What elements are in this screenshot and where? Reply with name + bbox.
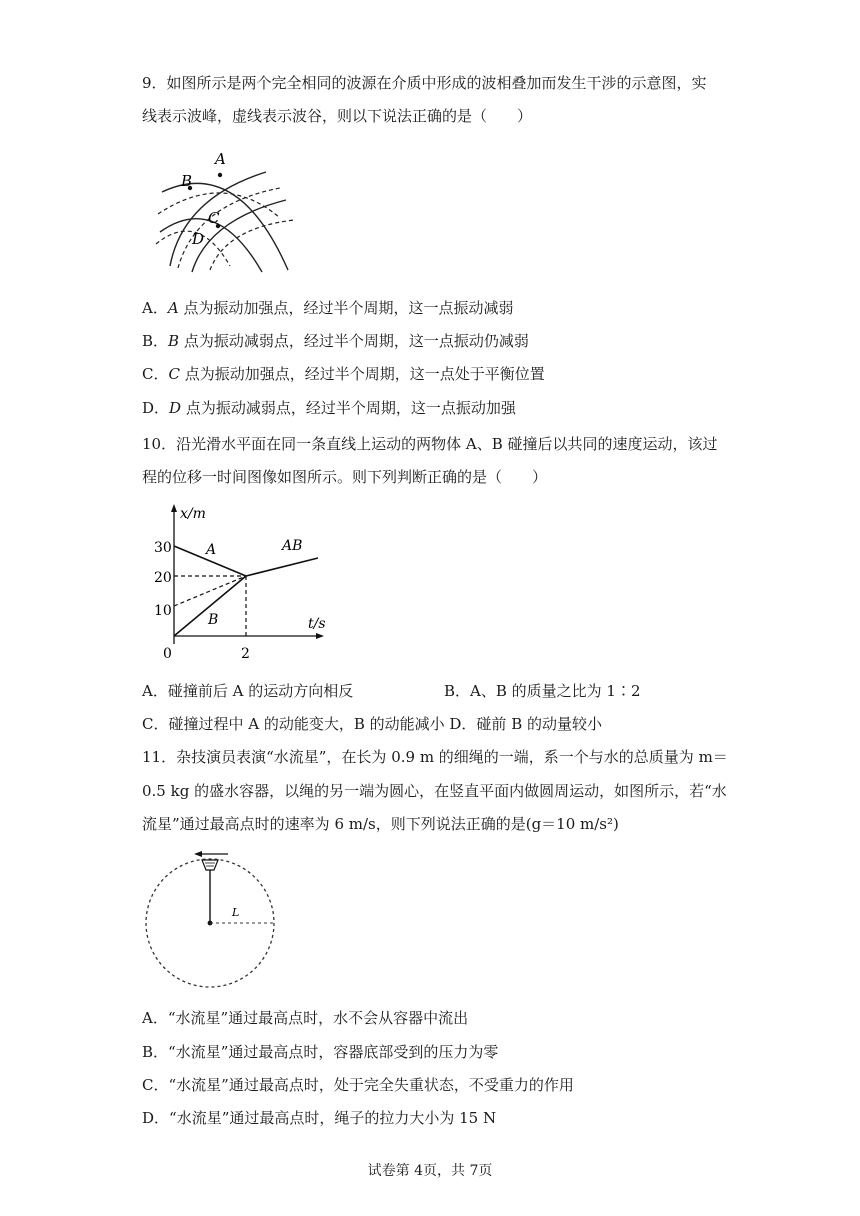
q11-option-d: D．“水流星”通过最高点时，绳子的拉力大小为 15 N <box>142 1109 497 1127</box>
q9-label-c: C <box>208 209 220 227</box>
q10-y-tick-10: 10 <box>154 603 172 619</box>
q9-option-a-prefix: A． <box>142 299 168 317</box>
q10-label-ab: AB <box>282 538 303 554</box>
q10-label-b: B <box>208 612 219 628</box>
q9-label-b: B <box>181 172 193 190</box>
q10-series-ab-line <box>246 558 318 576</box>
q11-stem-line2: 0.5 kg 的盛水容器，以绳的另一端为圆心，在竖直平面内做圆周运动，如图所示，若“水 <box>142 782 727 800</box>
q9-option-c <box>142 363 545 385</box>
q10-x-tick-2: 2 <box>241 646 250 662</box>
q11-velocity-arrow-head <box>194 851 202 857</box>
page-footer: 试卷第 4页，共 7页 <box>367 1163 493 1179</box>
q9-option-b-text: 点为振动减弱点，经过半个周期，这一点振动仍减弱 <box>179 332 529 350</box>
q9-stem-line1: 9．如图所示是两个完全相同的波源在介质中形成的波相叠加而发生干涉的示意图，实 <box>142 74 707 92</box>
q11-option-c: C．“水流星”通过最高点时，处于完全失重状态，不受重力的作用 <box>142 1076 574 1094</box>
q10-x-axis-label: t/s <box>308 616 326 632</box>
q9-option-a <box>142 297 513 319</box>
q10-y-axis-label: x/m <box>180 506 206 522</box>
q11-label-l: L <box>232 906 240 919</box>
q11-stem-line3: 流星”通过最高点时的速率为 6 m/s，则下列说法正确的是(g＝10 m/s²) <box>142 815 619 833</box>
q9-interference-figure <box>148 148 298 274</box>
q11-stem-line1: 11．杂技演员表演“水流星”，在长为 0.9 m 的细绳的一端，系一个与水的总质量为 m＝ <box>142 748 728 766</box>
q9-option-b-prefix: B． <box>142 332 169 350</box>
q9-option-b-var: B <box>168 332 180 350</box>
q10-xt-graph <box>150 500 330 665</box>
q9-option-c-prefix: C． <box>142 365 169 383</box>
q9-option-a-text: 点为振动加强点，经过半个周期，这一点振动减弱 <box>178 299 514 317</box>
q11-water-meteor-figure <box>140 846 290 994</box>
q9-option-c-text: 点为振动加强点，经过半个周期，这一点处于平衡位置 <box>179 365 545 383</box>
q10-dashed-guide-1 <box>174 576 246 606</box>
q10-y-axis-arrow <box>171 504 177 512</box>
q9-option-d <box>142 397 516 419</box>
q10-origin-label: 0 <box>163 646 172 662</box>
q11-water-container <box>202 860 218 870</box>
q9-option-a-var: A <box>167 299 179 317</box>
q11-option-b: B．“水流星”通过最高点时，容器底部受到的压力为零 <box>142 1043 499 1061</box>
q10-option-c-d: C．碰撞过程中 A 的动能变大，B 的动能减小 D．碰前 B 的动量较小 <box>142 715 602 733</box>
q9-label-a: A <box>215 150 226 168</box>
q10-stem-line2: 程的位移一时间图像如图所示。则下列判断正确的是（ ） <box>142 468 548 486</box>
q9-option-d-prefix: D． <box>142 399 170 417</box>
q9-point-a <box>218 173 222 177</box>
q9-label-d: D <box>192 230 205 248</box>
q10-y-tick-20: 20 <box>154 570 172 586</box>
q11-option-a: A．“水流星”通过最高点时，水不会从容器中流出 <box>142 1009 469 1027</box>
q9-option-b <box>142 330 529 352</box>
q9-option-c-var: C <box>168 365 180 383</box>
q9-stem-line2: 线表示波峰，虚线表示波谷，则以下说法正确的是（ ） <box>142 107 533 125</box>
q9-option-d-text: 点为振动减弱点，经过半个周期，这一点振动加强 <box>181 399 516 417</box>
q10-x-axis-arrow <box>316 633 324 639</box>
q10-y-tick-30: 30 <box>154 540 172 556</box>
q10-stem-line1: 10．沿光滑水平面在同一条直线上运动的两物体 A、B 碰撞后以共同的速度运动，该过 <box>142 435 718 453</box>
q9-option-d-var: D <box>169 399 182 417</box>
q10-option-a: A．碰撞前后 A 的运动方向相反 <box>142 682 354 700</box>
q10-label-a: A <box>206 542 217 558</box>
q10-option-b: B．A、B 的质量之比为 1∶2 <box>444 682 641 700</box>
